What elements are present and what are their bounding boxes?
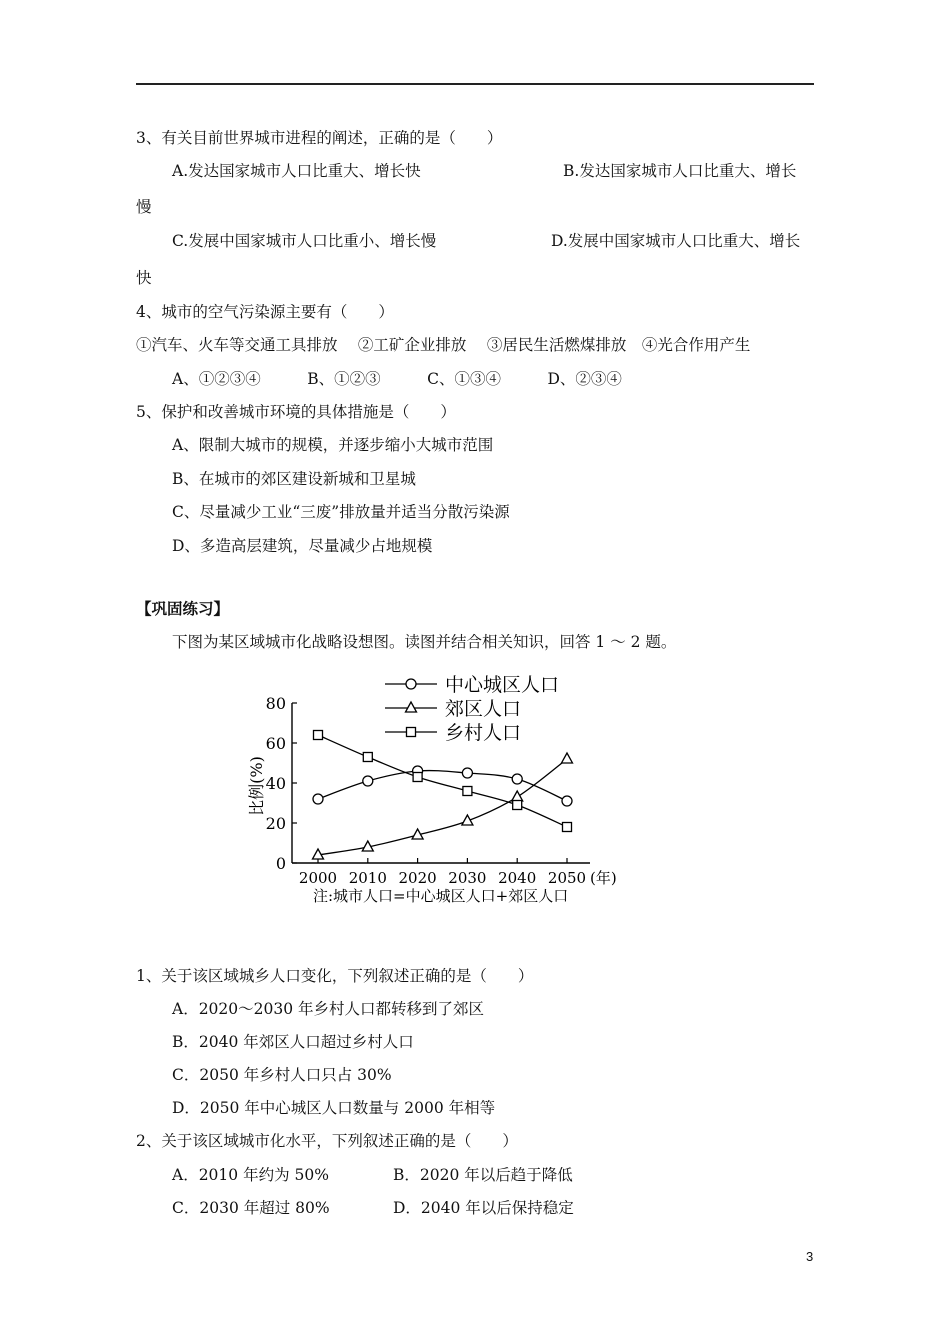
data-point-square bbox=[314, 731, 323, 740]
p2-option-d: D．2040 年以后保持稳定 bbox=[393, 1199, 574, 1217]
p1-option-c: C．2050 年乡村人口只占 30% bbox=[172, 1066, 392, 1084]
q5-option-b: B、在城市的郊区建设新城和卫星城 bbox=[172, 470, 416, 488]
p1-option-b: B．2040 年郊区人口超过乡村人口 bbox=[172, 1033, 414, 1051]
q3-stem: 3、有关目前世界城市进程的阐述，正确的是（ ） bbox=[136, 129, 503, 147]
data-point-circle bbox=[363, 776, 373, 786]
q3-option-d: D.发展中国家城市人口比重大、增长 bbox=[551, 232, 801, 250]
y-tick-label: 60 bbox=[265, 734, 286, 753]
data-point-square bbox=[563, 823, 572, 832]
data-point-circle bbox=[313, 794, 323, 804]
y-tick-label: 80 bbox=[265, 694, 286, 713]
practice-intro: 下图为某区域城市化战略设想图。读图并结合相关知识，回答 1 ～ 2 题。 bbox=[172, 633, 677, 651]
data-point-circle bbox=[462, 768, 472, 778]
y-tick-label: 40 bbox=[265, 774, 286, 793]
data-point-square bbox=[463, 787, 472, 796]
x-tick-label: 2050 bbox=[547, 869, 587, 887]
data-point-circle bbox=[562, 796, 572, 806]
x-tick-label: 2020 bbox=[398, 869, 437, 887]
series-line-circle bbox=[318, 771, 567, 801]
x-tick-label: 2010 bbox=[348, 869, 387, 887]
q5-stem: 5、保护和改善城市环境的具体措施是（ ） bbox=[136, 403, 456, 421]
q5-option-a: A、限制大城市的规模，并逐步缩小大城市范围 bbox=[172, 436, 494, 454]
chart-note: 注:城市人口=中心城区人口+郊区人口 bbox=[313, 887, 569, 905]
x-tick-label: 2000 bbox=[298, 869, 338, 887]
legend-marker-circle bbox=[406, 679, 416, 689]
p2-option-b: B．2020 年以后趋于降低 bbox=[393, 1166, 573, 1184]
q3-option-a: A.发达国家城市人口比重大、增长快 bbox=[172, 162, 421, 180]
population-chart bbox=[240, 668, 640, 918]
data-point-triangle bbox=[562, 753, 573, 763]
q4-stem: 4、城市的空气污染源主要有（ ） bbox=[136, 303, 394, 321]
p2-option-c: C．2030 年超过 80% bbox=[172, 1199, 330, 1217]
q4-choices: A、①②③④ B、①②③ C、①③④ D、②③④ bbox=[172, 370, 622, 388]
y-tick-label: 0 bbox=[275, 854, 286, 873]
practice-heading: 【巩固练习】 bbox=[136, 600, 230, 618]
data-point-triangle bbox=[512, 791, 523, 801]
page-number: 3 bbox=[806, 1249, 814, 1264]
p1-stem: 1、关于该区域城乡人口变化，下列叙述正确的是（ ） bbox=[136, 967, 534, 985]
x-tick-label: 2040 bbox=[498, 869, 537, 887]
y-tick-label: 20 bbox=[265, 814, 286, 833]
x-unit-label: (年) bbox=[590, 869, 617, 887]
data-point-square bbox=[413, 773, 422, 782]
series-line-triangle bbox=[318, 759, 567, 855]
q4-items: ①汽车、火车等交通工具排放 ②工矿企业排放 ③居民生活燃煤排放 ④光合作用产生 bbox=[136, 336, 751, 354]
legend-marker-square bbox=[407, 728, 416, 737]
legend-label: 郊区人口 bbox=[445, 698, 522, 720]
x-tick-label: 2030 bbox=[448, 869, 487, 887]
legend-label: 中心城区人口 bbox=[445, 674, 560, 696]
q3-option-d-cont: 快 bbox=[136, 269, 152, 287]
legend-label: 乡村人口 bbox=[445, 722, 522, 744]
q5-option-c: C、尽量减少工业“三废”排放量并适当分散污染源 bbox=[172, 503, 510, 521]
p2-stem: 2、关于该区域城市化水平，下列叙述正确的是（ ） bbox=[136, 1132, 518, 1150]
y-axis-label: 比例(%) bbox=[247, 756, 266, 816]
data-point-square bbox=[513, 801, 522, 810]
legend-marker-triangle bbox=[406, 702, 417, 712]
q3-option-c: C.发展中国家城市人口比重小、增长慢 bbox=[172, 232, 437, 250]
data-point-circle bbox=[512, 774, 522, 784]
q5-option-d: D、多造高层建筑，尽量减少占地规模 bbox=[172, 537, 433, 555]
p2-option-a: A．2010 年约为 50% bbox=[172, 1166, 329, 1184]
p1-option-d: D．2050 年中心城区人口数量与 2000 年相等 bbox=[172, 1099, 496, 1117]
header-rule bbox=[136, 83, 814, 85]
q3-option-b-cont: 慢 bbox=[136, 198, 152, 216]
p1-option-a: A．2020～2030 年乡村人口都转移到了郊区 bbox=[172, 1000, 485, 1018]
series-line-square bbox=[318, 735, 567, 827]
data-point-square bbox=[363, 753, 372, 762]
q3-option-b: B.发达国家城市人口比重大、增长 bbox=[563, 162, 797, 180]
